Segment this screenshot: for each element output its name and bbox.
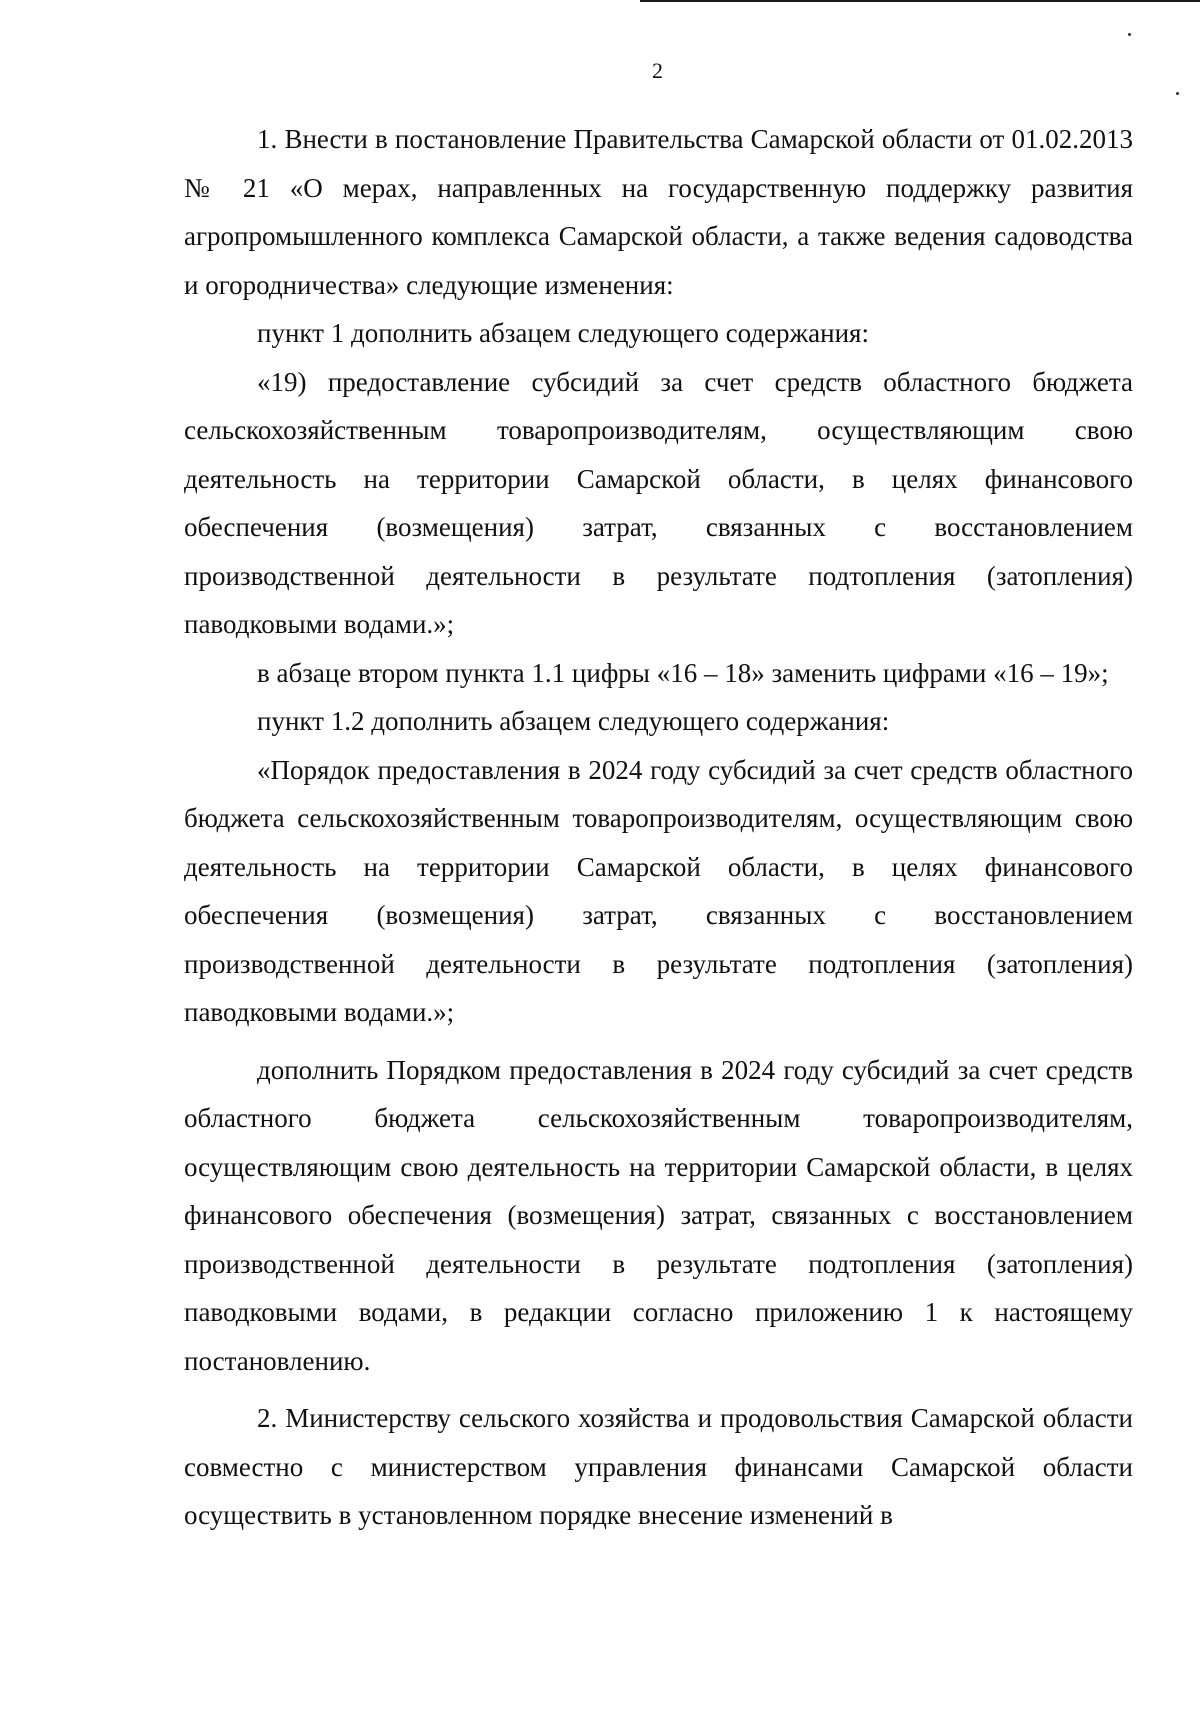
- document-body: [184, 115, 1133, 1540]
- paragraph-procedure-supplement: дополнить Порядком предоставления в 2024 году субсидий за счет средств областного бюджета сельскохозяйственным товаропроизводителям, осуществляющим свою деятельность на территории Самарской области, в целях финансового обеспечения (возмещения) затрат, связанных с восстановлением производственной деятельности в результате подтопления (затопления) паводковыми водами, в редакции согласно приложению 1 к настоящему постановлению.: [184, 1054, 1133, 1376]
- paragraph-point-1-1-change: в абзаце втором пункта 1.1 цифры «16 – 18» заменить цифрами «16 – 19»;: [257, 657, 1109, 688]
- scan-speck: [1128, 33, 1131, 36]
- paragraph-point-1-addition: пункт 1 дополнить абзацем следующего содержания:: [257, 318, 869, 348]
- paragraph-procedure-title-quote: «Порядок предоставления в 2024 году субсидий за счет средств областного бюджета сельскохозяйственным товаропроизводителям, осуществляющим свою деятельность на территории Самарской области, в целях финансового обеспечения (возмещения) затрат, связанных с восстановлением производственной деятельности в результате подтопления (затопления) паводковыми водами.»;: [184, 754, 1133, 1027]
- paragraph-subitem-19-text: «19) предоставление субсидий за счет средств областного бюджета сельскохозяйственным товаропроизводителям, осуществляющим свою деятельность на территории Самарской области, в целях финансового обеспечения (возмещения) затрат, связанных с восстановлением производственной деятельности в результате подтопления (затопления) паводковыми водами.»;: [184, 366, 1133, 639]
- page-number: 2: [652, 58, 663, 83]
- paragraph-item-2-ministry: 2. Министерству сельского хозяйства и продовольствия Самарской области совместно с министерством управления финансами Самарской области осуществить в установленном порядке внесение изменений в: [184, 1403, 1133, 1530]
- paragraph-item-1-amendment-intro: 1. Внести в постановление Правительства Самарской области от 01.02.2013 № 21 «О мерах, направленных на государственную поддержку развития агропромышленного комплекса Самарской области, а также ведения садоводства и огородничества» следующие изменения:: [184, 124, 1133, 300]
- top-border-line: [640, 0, 1200, 2]
- paragraph-point-1-2-addition: пункт 1.2 дополнить абзацем следующего содержания:: [257, 706, 890, 736]
- scan-speck: [1176, 92, 1179, 95]
